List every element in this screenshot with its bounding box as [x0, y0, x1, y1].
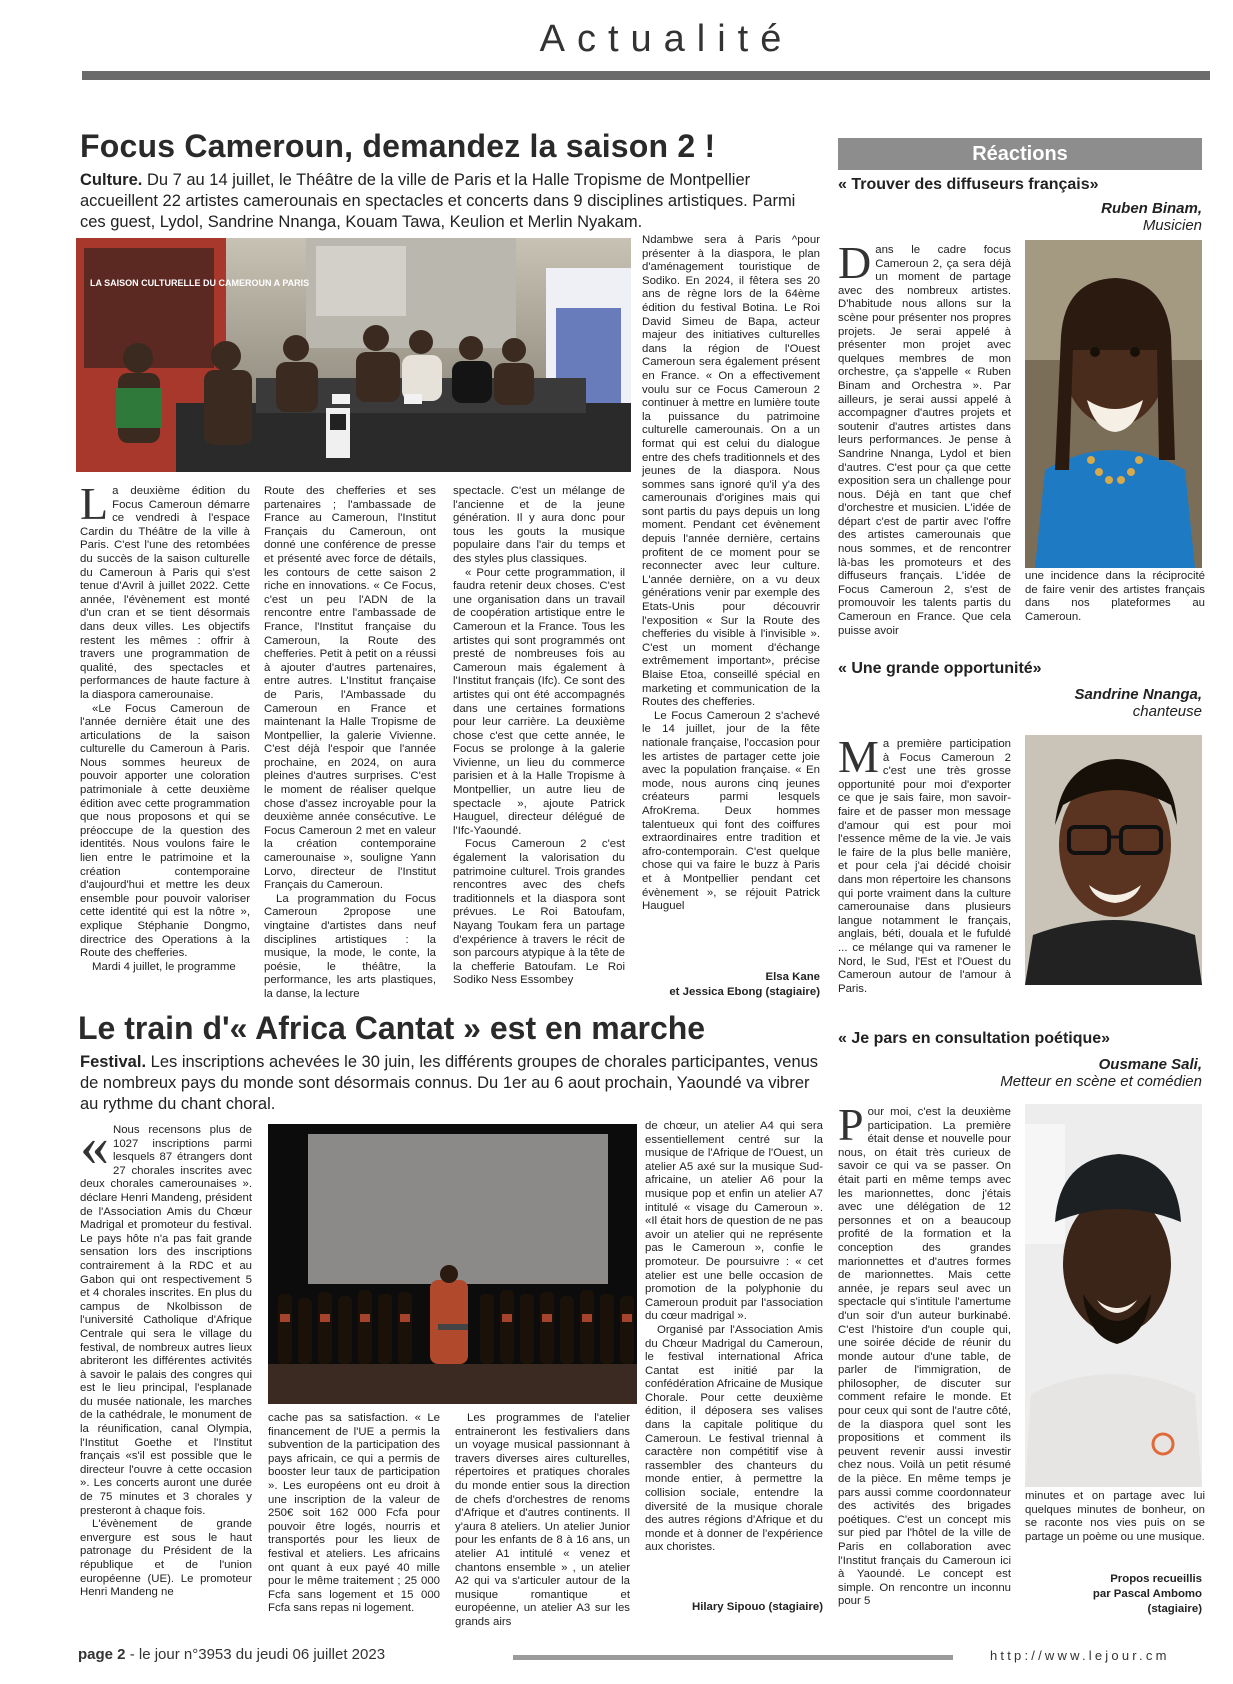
article1-col3: [453, 485, 625, 1005]
article1-col4: [642, 234, 820, 968]
signature-line: Elsa Kane: [765, 971, 820, 983]
reaction2-text: [838, 731, 1011, 1000]
article1-title: Focus Cameroun, demandez la saison 2 !: [80, 128, 716, 164]
sandrine-nnanga-photo: [1025, 735, 1202, 985]
paragraph: L'évènement de grande envergure est sous le haut patronage du Président de la république et de l'union européenne (UE). Le promoteur Henri Mandeng ne: [80, 1518, 252, 1599]
article2-col2: [268, 1412, 440, 1615]
reaction3-dropcap: P: [838, 1099, 864, 1150]
paragraph: cache pas sa satisfaction. « Le financement de l'UE a permis la subvention de la participation des pays africain, ce qui a permis de booster leur taux de participation ». Les européens ont eu droit à une inscription de la valeur de 250€ soit 162 000 Fcfa pour pouvoir être logés, nourris et transportés pour les lieux de festival et ateliers. Les africains ont quant à eux payé 40 mille pour le même traitement ; 25 000 Fcfa sans logement et 15 000 Fcfa sans repas ni logement.: [268, 1412, 440, 1615]
article1-col2: [264, 485, 436, 1005]
footer-rule: [513, 1655, 953, 1660]
paragraph: Ndambwe sera à Paris ^pour présenter à la diaspora, le plan d'aménagement touristique de Sodiko. En 2024, il fêtera ses 20 ans de règne lors de la 64ème édition du festival Botina. Le Roi David Simeu de Bapa, acteur majeur des initiatives culturelles dans la région de l'Ouest Cameroun sera également présent en France. « On a effectivement voulu sur ce Focus Cameroun 2 continuer à mettre en lumière toute la puissance du patrimoine culturelle camerounais. On a un format qui est celui du dialogue entre des chefs traditionnels et des jeunes de la diaspora. Nous sommes sans ignoré qu'il y'a des camerounais d'origines mais qui sont partis du pays depuis un long moment. Pendant cet évènement depuis l'année dernière, certains profitent de ce moment pour se reconnecter avec leur culture. L'année dernière, on a vu deux générations venir par exemple des Etats-Unis pour découvrir l'exposition « Sur la Route des chefferies du visible à l'invisible ». C'est un moment d'échange extrêmement important», précise Blaise Etoa, conseillé spécial en marketing et communication de la Routes des chefferies.: [642, 234, 820, 709]
credit-line: (stagiaire): [1147, 1603, 1202, 1615]
paragraph: Focus Cameroun 2 c'est également la valorisation du patrimoine culturel. Trois grandes rencontres avec des chefs traditionnels et la diaspora sont prévues. Le Roi Batoufam, Nayang Toukam fera un partage d'expérience à travers le récit de son parcours atypique à la tête de la chefferie Batoufam. Le Roi Sodiko Ness Essombey: [453, 838, 625, 987]
article1-col1: [80, 478, 250, 1005]
paragraph: de chœur, un atelier A4 qui sera essentiellement centré sur la musique de l'Afrique de l'Ouest, un atelier A5 axé sur la musique Sud-africaine, un atelier A6 pour la musique pop et enfin un atelier A7 intitulé « visage du Cameroun ». «Il était hors de question de ne pas avoir un atelier qui ne représente pas le Cameroun », confie le promoteur. De poursuivre : « cet atelier est une belle occasion de promotion de la polyphonie du Cameroun produit par l'association du cœur madrigal ».: [645, 1120, 823, 1323]
article1-lead: [80, 170, 825, 233]
reaction2-quote: « Une grande opportunité»: [838, 660, 1042, 677]
top-rule: [82, 71, 1210, 80]
section-title: Actualité: [539, 18, 794, 60]
reaction1-author: [838, 200, 1202, 234]
paragraph: a deuxième édition du Focus Cameroun démarre ce vendredi à l'espace Cardin du Théâtre de la ville à Paris. C'est l'une des retombées du succès de la saison culturelle du Cameroun à Paris qui s'est tenue d'Avril à juillet 2022. Cette année, l'évènement est monté d'un cran et se tient désormais dans deux villes. Les objectifs restent les mêmes : offrir à travers une programmation de qualité, des spectacles et performances de haute facture à la diaspora camerounaise.: [80, 485, 250, 701]
credit-line: par Pascal Ambomo: [1092, 1588, 1202, 1600]
reaction3-role: Metteur en scène et comédien: [1000, 1073, 1202, 1090]
paragraph: our moi, c'est la deuxième participation. La première était dense et nouvelle pour nous, on était très curieux de savoir ce qui va se passer. On était parti en même temps avec les marionnettes, donc j'étais avec une délégation de 12 personnes et on a beaucoup profité de la formation et la conception des grandes marionnettes et d'autres formes de marionnettes. Mais cette année, je repars seul avec un spectacle qui s'intitule l'amertume d'un soir d'un auteur burkinabé. C'est l'histoire d'un couple qui, une soirée décide de réunir du monde autour d'une table, de parler de l'immigration, de philosopher, de discuter sur comment refaire le monde. Et pour ceux qui sont de l'autre côté, de la diaspora quel sont les propositions et comment ils peuvent revenir aussi investir chez nous. Voilà un petit résumé de la pièce. En même temps je pars aussi comme coordonnateur des activités des brigades poétiques. C'est un concept mis sur pied par l'hôtel de la ville de Paris en collaboration avec l'Institut français du Cameroun ici à Yaoundé. Le concept est simple. On rencontre un inconnu pour 5: [838, 1106, 1011, 1608]
paragraph: spectacle. C'est un mélange de l'ancienne et de la jeune génération. Il y aura donc pour tous les gouts la musique populaire dans l'air du temps et des styles plus classiques.: [453, 485, 625, 565]
signature-line: et Jessica Ebong (stagiaire): [669, 986, 820, 998]
footer-url: http://www.lejour.cm: [990, 1648, 1170, 1663]
paragraph: Route des chefferies et ses partenaires ; l'ambassade de France au Cameroun, l'Institut Français du Cameroun, ont donné une conférence de presse et présenté avec force de détails, les contours de cette saison 2 riche en innovations. « Ce Focus, c'est un peu l'ADN de la rencontre entre l'ambassade de France, l'Institut française du Cameroun, la Route des chefferies. Petit à petit on a réussi à ajouter d'autres partenaires, entre autres. L'Institut française de Paris, l'Ambassade du Cameroun en France et maintenant la Halle Tropisme de Montpellier, la galerie Vivienne. C'est déjà l'espoir que l'année prochaine, en 2024, on aura pleines d'autres surprises. C'est le moment de réaliser quelque chose d'assez incroyable pour la deuxième année consécutive. Le Focus Cameroun 2 met en valeur la création contemporaine camerounaise », souligne Yann Lorvo, directeur de l'Institut Français du Cameroun.: [264, 485, 436, 892]
paragraph: La programmation du Focus Cameroun 2propose une vingtaine d'artistes dans neuf disciplines artistiques : la musique, la mode, le conte, la poésie, le théâtre, la performance, les arts plastiques, la danse, la lecture: [264, 892, 436, 1000]
reaction3-author: [838, 1056, 1202, 1090]
article2-dropcap: «: [80, 1113, 109, 1178]
paragraph: ans le cadre focus Cameroun 2, ça sera déjà un moment de partage avec des nombreux artistes. D'habitude nous allons sur la scène pour présenter nos propres projets. Je serai appelé à présenter mon projet avec quelques membres de mon orchestre, ça s'appelle « Ruben Binam and Orchestra ». Par ailleurs, je serai aussi appelé à accompagner d'autres projets et soutenir d'autres artistes dans leurs performances. Je pense à Sandrine Nnanga, Lydol et bien d'autres. C'est pour ça que cette exposition sera un challenge pour nous. Déjà en tant que chef d'orchestre et musicien. L'idée de départ c'est de partir avec l'offre des artistes camerounais que nous sommes, et de rencontrer là-bas les promoteurs et des diffuseurs français. L'idée de Focus Cameroun 2, s'est de promouvoir les talents partis du Cameroun en France. Que cela puisse avoir: [838, 244, 1011, 637]
paragraph: Nous recensons plus de 1027 inscriptions parmi lesquels 87 étrangers dont 27 chorales inscrites avec deux chorales camerounaises ». déclare Henri Mandeng, président de l'Association Amis du Chœur Madrigal et promoteur du festival. Le pays hôte n'a pas fait grande sensation lors des inscriptions contrairement à la RDC et au Gabon qui ont respectivement 5 et 4 chorales inscrites. En plus du campus de Nkolbisson de l'université Catholique d'Afrique Centrale qui sera le village du festival, de nombreux autres lieux abriteront les différentes activités à savoir le palais des congres qui est le lieu principal, l'esplanade du musée nationale, les marches de la cathédrale, le monument de la réunification, canal Olympia, l'Institut Goethe et l'Institut français «s'il est possible que le directeur l'ouvre à cette occasion ». Les concerts auront une durée de 75 minutes et 3 chorales y presteront à chaque fois.: [80, 1124, 252, 1517]
paragraph: minutes et on partage avec lui quelques minutes de bonheur, on se raconte nos vies puis on se partage un poème ou une musique.: [1025, 1490, 1205, 1543]
reactions-band: Réactions: [838, 138, 1202, 170]
paragraph: a première participation à Focus Cameroun 2 c'est une très grosse opportunité pour moi d'exporter ce que je sais faire, mon savoir-faire et de passer mon message d'amour qui est pour moi l'essence même de la vie. Je vais le faire de la plus belle manière, et pour cela j'ai décidé choisir dans mon répertoire les chansons qui porte vraiment dans la culture camerounaise dans plusieurs langue notamment le français, anglais, béti, douala et le fufuldé ... ce mélange qui va ramener le Nord, le Sud, l'Est et l'Ouest du Cameroun autour de l'amour à Paris.: [838, 738, 1011, 995]
paragraph: une incidence dans la réciprocité de faire venir des artistes français dans nos plateformes au Cameroun.: [1025, 570, 1205, 623]
reaction1-text: [838, 237, 1011, 637]
article2-col4: [645, 1120, 823, 1594]
reaction3-name: Ousmane Sali,: [1098, 1056, 1202, 1073]
paragraph: Organisé par l'Association Amis du Chœur Madrigal du Cameroun, le festival international Africa Cantat est initié par la confédération Africaine de Musique Chorale. Pour cette deuxième édition, il déposera ses valises dans la capitale politique du Cameroun. Le festival triennal à caractère non compétitif vise à rassembler des chanteurs du monde entier, à permettre la collision sociale, entendre la diversité de la musique chorale des autres régions d'Afrique et du monde et à donner de l'expérience aux choristes.: [645, 1323, 823, 1554]
article2-lead-text: Les inscriptions achevées le 30 juin, les différents groupes de chorales participantes, venus de nombreux pays du monde sont désormais connus. Du 1er au 6 aout prochain, Yaoundé va vibrer au rythme du chant choral.: [80, 1053, 819, 1113]
reaction2-dropcap: M: [838, 731, 879, 782]
footer-issue: [78, 1646, 385, 1663]
paragraph: Le Focus Cameroun 2 s'achevé le 14 juillet, jour de la fête nationale française, l'occasion pour les artistes de partager cette joie avec la population française. « En mode, nous aurons cinq jeunes créateurs parmi lesquels AfroKrema. Deux hommes talentueux qui font des coiffures extraordinaires entre tradition et afro-contemporain. C'est quelque chose qui va faire le buzz à Paris et à Montpellier pendant cet évènement », se réjouit Patrick Hauguel: [642, 709, 820, 913]
reaction3-text-after: [1025, 1490, 1205, 1560]
credit-line: Propos recueillis: [1110, 1573, 1202, 1585]
reactions-credit: [1025, 1572, 1202, 1617]
article2-kicker: Festival.: [80, 1053, 147, 1071]
article2-signature: Hilary Sipouo (stagiaire): [691, 1601, 823, 1613]
reaction2-name: Sandrine Nnanga,: [1074, 686, 1202, 703]
reaction1-role: Musicien: [1142, 217, 1202, 234]
paragraph: «Le Focus Cameroun de l'année dernière était une des articulations de la saison culturelle du Cameroun à Paris. Nous sommes heureux de pouvoir apporter une coloration patrimoniale à cette deuxième édition avec cette programmation que nous proposons et qui se préoccupe de la question des identités. Nous voulons faire le lien entre le patrimoine et la création contemporaine d'aujourd'hui et mettre les deux ensemble pour pouvoir valoriser cette identité qui est la nôtre », explique Stéphanie Dongmo, directrice des Operations à la Route des chefferies.: [80, 702, 250, 960]
ruben-binam-photo: [1025, 240, 1202, 568]
reaction2-author: [838, 686, 1202, 720]
article2-lead: [80, 1052, 825, 1115]
article2-col3: [455, 1412, 630, 1628]
article2-col1: [80, 1113, 252, 1614]
paragraph: Les programmes de l'atelier entraineront les festivaliers dans un voyage musical passionnant à travers diverses aires culturelles, répertoires et pratiques chorales du monde entier sous la direction de chefs d'orchestres de renoms d'Afrique et d'autres continents. Il y'aura 8 ateliers. Un atelier Junior pour les enfants de 8 à 16 ans, un atelier A1 intitulé « venez et chantons ensemble » , un atelier A2 qui va s'articuler autour de la musique romantique et européenne, un atelier A3 sur les grands airs: [455, 1412, 630, 1628]
paragraph: Mardi 4 juillet, le programme: [92, 960, 236, 973]
article2-title: Le train d'« Africa Cantat » est en marche: [78, 1010, 706, 1046]
article1-signature: [642, 970, 820, 1000]
page-number: page 2: [78, 1646, 126, 1663]
issue-info: - le jour n°3953 du jeudi 06 juillet 2023: [125, 1646, 386, 1663]
ousmane-sali-photo: [1025, 1104, 1202, 1487]
reaction1-quote: « Trouver des diffuseurs français»: [838, 176, 1099, 193]
reaction3-quote: « Je pars en consultation poétique»: [838, 1030, 1111, 1047]
reaction3-text: [838, 1099, 1011, 1616]
reaction1-dropcap: D: [838, 237, 872, 288]
article1-lead-text: Du 7 au 14 juillet, le Théâtre de la ville de Paris et la Halle Tropisme de Montpellier accueillent 22 artistes camerounais en spectacles et concerts dans 9 disciplines artistiques. Parmi ces guest, Lydol, Sandrine Nnanga, Kouam Tawa, Keulion et Merlin Nyakam.: [80, 171, 796, 231]
press-conference-photo: [76, 238, 631, 472]
reaction2-role: chanteuse: [1132, 703, 1202, 720]
reaction1-text-after: [1025, 570, 1205, 630]
article1-dropcap: L: [80, 478, 109, 529]
reaction1-name: Ruben Binam,: [1101, 200, 1202, 217]
article1-kicker: Culture.: [80, 171, 143, 189]
choir-photo: [268, 1124, 637, 1404]
banner-text: LA SAISON CULTURELLE DU CAMEROUN A PARIS: [90, 278, 310, 288]
paragraph: « Pour cette programmation, il faudra retenir deux choses. C'est une organisation dans un travail de coopération artistique entre le Cameroun et la France. Tous les artistes qui sont programmés ont presté de nombreuses fois au Cameroun mais également à l'Institut français (Ifc). Ce sont des artistes qui ont été accompagnés dans une certaines formations pour leur carrière. La deuxième chose c'est que cette année, le Focus se prolonge à la galerie Vivienne, un lieu du commerce parisien et à la Halle Tropisme à Montpellier, un autre lieu de spectacle », ajoute Patrick Hauguel, directeur délégué de l'Ifc-Yaoundé.: [453, 566, 625, 837]
